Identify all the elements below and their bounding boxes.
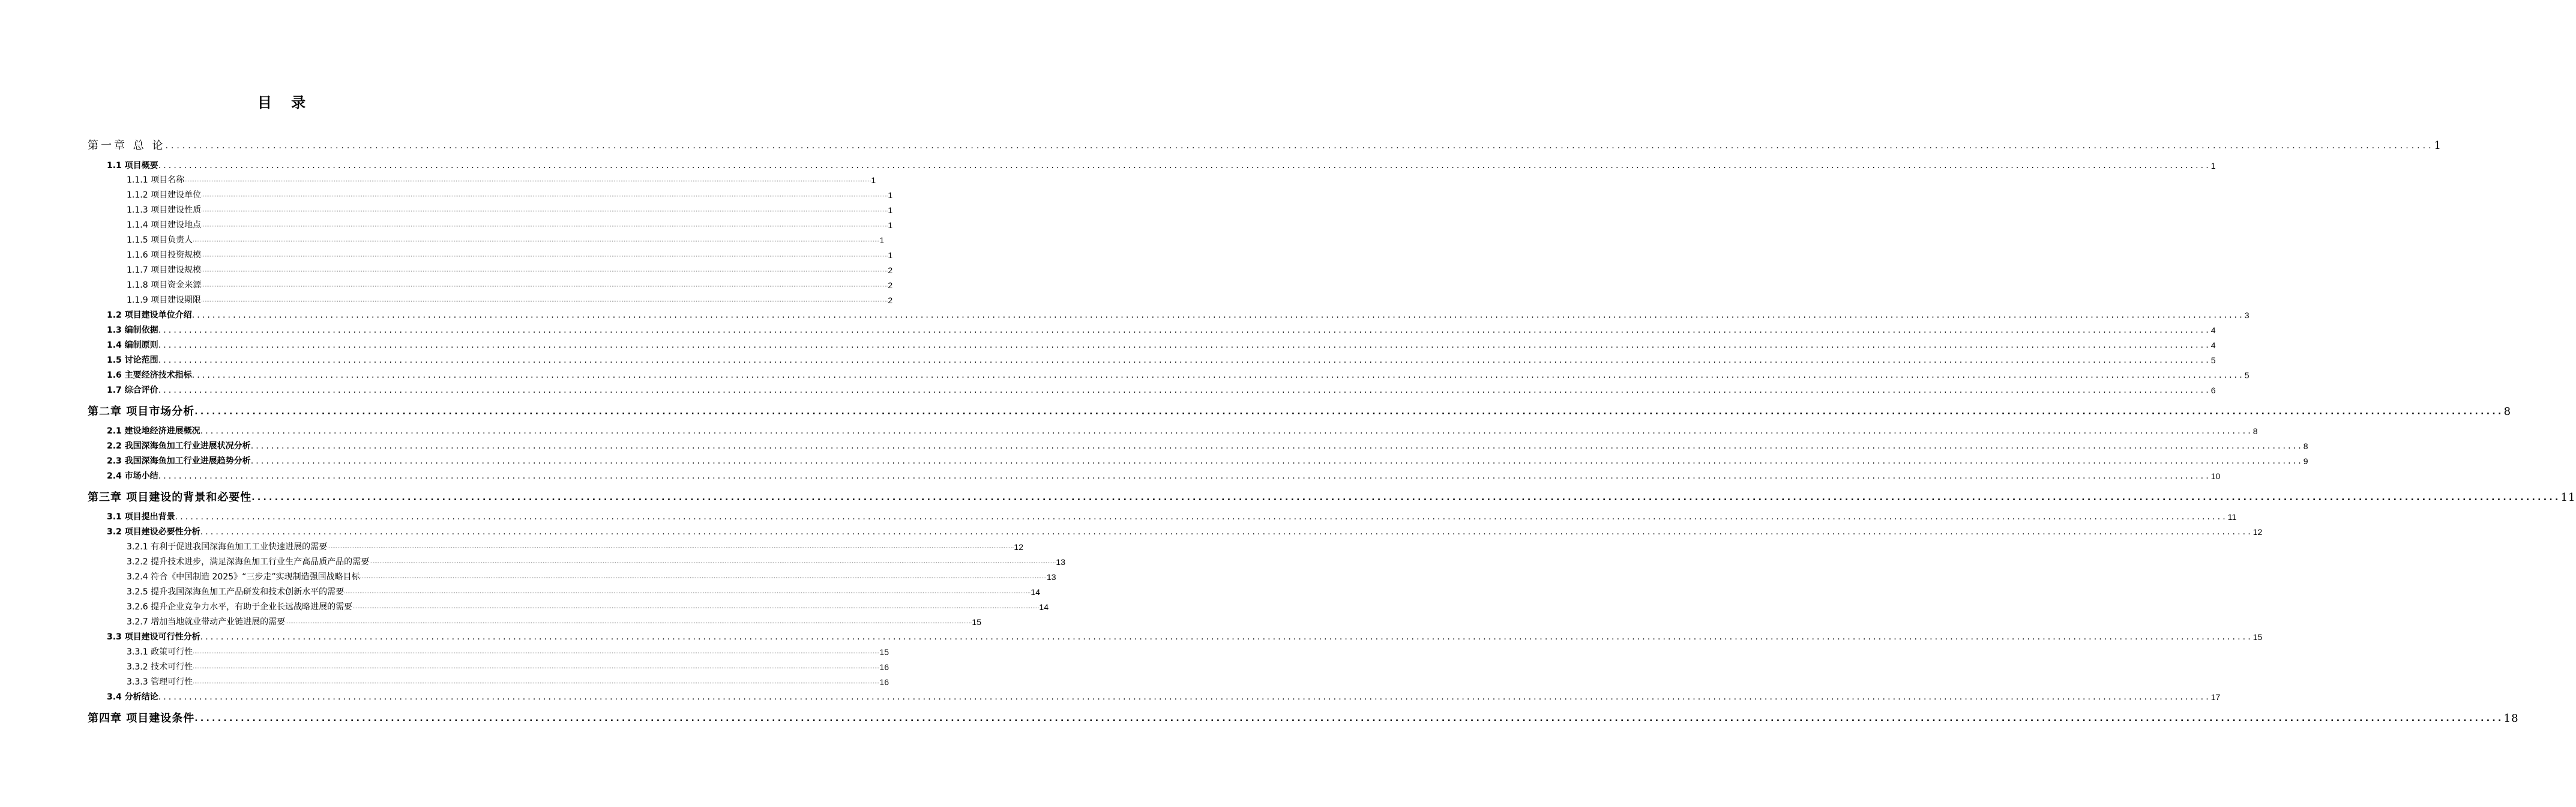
toc-dot-leader: ................................................................................................................................................................................................................................................................................................................................................................................................................ — [201, 252, 888, 258]
toc-entry-label: 第一章 总 论 — [88, 139, 166, 152]
toc-dot-leader: ................................................................................................................................................................................................................................................................................................................................................................................................................ — [165, 141, 2434, 151]
toc-subsection-entry[interactable] — [127, 174, 876, 187]
toc-dot-leader: ................................................................................................................................................................................................................................................................................................................................................................................................................ — [158, 385, 2211, 395]
toc-page-number: 17 — [2210, 692, 2221, 702]
toc-dot-leader: ................................................................................................................................................................................................................................................................................................................................................................................................................ — [352, 604, 1040, 610]
toc-dot-leader: ................................................................................................................................................................................................................................................................................................................................................................................................................ — [201, 297, 888, 303]
toc-entry-label: 1.3 编制依据 — [107, 325, 158, 335]
toc-dot-leader: ................................................................................................................................................................................................................................................................................................................................................................................................................ — [175, 512, 2228, 522]
toc-page-number: 10 — [2210, 471, 2221, 481]
toc-section-entry[interactable] — [107, 630, 2263, 644]
toc-subsection-entry[interactable] — [127, 204, 893, 217]
toc-page-number: 15 — [2252, 632, 2263, 642]
toc-dot-leader: ................................................................................................................................................................................................................................................................................................................................................................................................................ — [158, 471, 2211, 481]
toc-page-number: 12 — [2252, 527, 2263, 537]
toc-page-number: 1 — [2210, 161, 2216, 171]
toc-page-number: 1 — [888, 220, 893, 230]
toc-subsection-entry[interactable] — [127, 294, 893, 307]
toc-subsection-entry[interactable] — [127, 660, 889, 674]
toc-page-number: 4 — [2210, 325, 2216, 335]
toc-page-number: 14 — [1031, 587, 1040, 597]
toc-dot-leader: ................................................................................................................................................................................................................................................................................................................................................................................................................ — [250, 456, 2304, 466]
toc-entry-label: 第二章 项目市场分析 — [88, 405, 195, 418]
toc-dot-leader: ................................................................................................................................................................................................................................................................................................................................................................................................................ — [360, 574, 1047, 580]
toc-subsection-entry[interactable] — [127, 555, 1065, 569]
toc-dot-leader: ................................................................................................................................................................................................................................................................................................................................................................................................................ — [158, 355, 2211, 365]
toc-dot-leader: ................................................................................................................................................................................................................................................................................................................................................................................................................ — [201, 222, 888, 228]
toc-entry-label: 1.1.3 项目建设性质 — [127, 205, 202, 215]
toc-entry-label: 3.2.5 提升我国深海鱼加工产品研发和技术创新水平的需要 — [127, 587, 345, 597]
toc-subsection-entry[interactable] — [127, 264, 893, 277]
toc-subsection-entry[interactable] — [127, 189, 893, 202]
toc-page-number: 13 — [1047, 572, 1056, 582]
toc-subsection-entry[interactable] — [127, 615, 981, 629]
toc-entry-label: 1.1.2 项目建设单位 — [127, 190, 202, 200]
toc-subsection-entry[interactable] — [127, 570, 1056, 584]
toc-entry-label: 3.2 项目建设必要性分析 — [107, 527, 200, 537]
toc-entry-label: 1.1 项目概要 — [107, 161, 158, 171]
toc-entry-label: 第三章 项目建设的背景和必要性 — [88, 491, 252, 504]
toc-subsection-entry[interactable] — [127, 219, 893, 232]
toc-page-number: 2 — [888, 280, 893, 290]
toc-section-entry[interactable] — [107, 510, 2237, 524]
toc-page-number: 5 — [2210, 355, 2216, 365]
toc-page-number: 8 — [2252, 426, 2258, 436]
toc-page-number: 2 — [888, 265, 893, 275]
toc-dot-leader: ................................................................................................................................................................................................................................................................................................................................................................................................................ — [200, 632, 2253, 642]
toc-dot-leader: ................................................................................................................................................................................................................................................................................................................................................................................................................ — [327, 544, 1014, 550]
toc-page-number: 6 — [2210, 385, 2216, 395]
toc-section-entry[interactable] — [107, 691, 2221, 704]
toc-entry-label: 2.1 建设地经济进展概况 — [107, 426, 200, 436]
toc-dot-leader: ................................................................................................................................................................................................................................................................................................................................................................................................................ — [194, 714, 2504, 724]
toc-entry-label: 3.2.7 增加当地就业带动产业链进展的需要 — [127, 617, 286, 627]
toc-entry-label: 1.5 讨论范围 — [107, 355, 158, 365]
toc-entry-label: 1.1.5 项目负责人 — [127, 235, 193, 245]
toc-page-number: 1 — [879, 235, 885, 245]
toc-dot-leader: ................................................................................................................................................................................................................................................................................................................................................................................................................ — [251, 493, 2561, 503]
toc-dot-leader: ................................................................................................................................................................................................................................................................................................................................................................................................................ — [201, 192, 888, 198]
toc-entry-label: 3.4 分析结论 — [107, 692, 158, 702]
toc-page-number: 1 — [888, 190, 893, 200]
toc-page-number: 1 — [871, 175, 876, 185]
toc-entry-label: 1.1.7 项目建设规模 — [127, 265, 202, 275]
toc-entry-label: 1.1.1 项目名称 — [127, 175, 185, 185]
toc-entry-label: 1.2 项目建设单位介绍 — [107, 310, 192, 320]
toc-dot-leader: ................................................................................................................................................................................................................................................................................................................................................................................................................ — [201, 282, 888, 288]
toc-dot-leader: ................................................................................................................................................................................................................................................................................................................................................................................................................ — [194, 407, 2504, 417]
toc-page-number: 5 — [2244, 370, 2249, 380]
toc-subsection-entry[interactable] — [127, 249, 893, 262]
toc-dot-leader: ................................................................................................................................................................................................................................................................................................................................................................................................................ — [184, 177, 871, 183]
toc-section-entry[interactable] — [107, 339, 2216, 352]
toc-chapter-entry[interactable] — [88, 490, 2576, 506]
toc-subsection-entry[interactable] — [127, 585, 1040, 599]
toc-page-number: 16 — [879, 662, 889, 672]
toc-dot-leader: ................................................................................................................................................................................................................................................................................................................................................................................................................ — [193, 664, 880, 670]
toc-dot-leader: ................................................................................................................................................................................................................................................................................................................................................................................................................ — [193, 649, 880, 655]
toc-section-entry[interactable] — [107, 425, 2258, 438]
toc-dot-leader: ................................................................................................................................................................................................................................................................................................................................................................................................................ — [158, 325, 2211, 335]
toc-dot-leader: ................................................................................................................................................................................................................................................................................................................................................................................................................ — [158, 340, 2211, 350]
toc-chapter-entry[interactable] — [88, 138, 2443, 154]
toc-page-number: 16 — [879, 677, 889, 687]
toc-entry-label: 3.2.6 提升企业竞争力水平，有助于企业长远战略进展的需要 — [127, 602, 353, 612]
toc-entry-label: 2.4 市场小结 — [107, 471, 158, 481]
toc-page-number: 4 — [2210, 340, 2216, 350]
toc-page-number: 9 — [2303, 456, 2308, 466]
toc-entry-label: 3.1 项目提出背景 — [107, 512, 175, 522]
toc-entry-label: 第四章 项目建设条件 — [88, 712, 195, 725]
toc-entry-label: 3.3.3 管理可行性 — [127, 677, 193, 687]
toc-dot-leader: ................................................................................................................................................................................................................................................................................................................................................................................................................ — [200, 527, 2253, 537]
toc-page-number: 15 — [879, 647, 889, 657]
toc-dot-leader: ................................................................................................................................................................................................................................................................................................................................................................................................................ — [285, 619, 972, 625]
toc-section-entry[interactable] — [107, 470, 2221, 483]
toc-page-number: 15 — [972, 617, 981, 627]
toc-section-entry[interactable] — [107, 440, 2308, 453]
toc-page-number: 8 — [2303, 441, 2308, 451]
toc-dot-leader: ................................................................................................................................................................................................................................................................................................................................................................................................................ — [193, 237, 880, 243]
toc-section-entry[interactable] — [107, 324, 2216, 337]
toc-entry-label: 1.4 编制原则 — [107, 340, 158, 350]
toc-page-number: 2 — [888, 295, 893, 305]
toc-dot-leader: ................................................................................................................................................................................................................................................................................................................................................................................................................ — [191, 310, 2245, 320]
toc-entry-label: 1.6 主要经济技术指标 — [107, 370, 192, 380]
toc-page-number: 12 — [1014, 542, 1023, 552]
toc-page-number: 11 — [2560, 491, 2576, 504]
toc-chapter-entry[interactable] — [88, 711, 2519, 727]
toc-subsection-entry[interactable] — [127, 676, 889, 689]
toc-page-number: 8 — [2503, 405, 2512, 418]
toc-section-entry[interactable] — [107, 455, 2308, 468]
toc-subsection-entry[interactable] — [127, 540, 1023, 554]
toc-entry-label: 1.7 综合评价 — [107, 385, 158, 395]
toc-subsection-entry[interactable] — [127, 600, 1049, 614]
toc-entry-label: 3.3.2 技术可行性 — [127, 662, 193, 672]
toc-chapter-entry[interactable] — [88, 404, 2512, 420]
toc-section-entry[interactable] — [107, 354, 2216, 367]
toc-page-number: 13 — [1056, 557, 1065, 567]
toc-section-entry[interactable] — [107, 159, 2216, 172]
toc-section-entry[interactable] — [107, 384, 2216, 397]
toc-dot-leader: ................................................................................................................................................................................................................................................................................................................................................................................................................ — [201, 207, 888, 213]
toc-entry-label: 1.1.4 项目建设地点 — [127, 220, 202, 230]
toc-title: 目 录 — [257, 94, 313, 111]
toc-entry-label: 2.2 我国深海鱼加工行业进展状况分析 — [107, 441, 251, 451]
toc-entry-label: 1.1.6 项目投资规模 — [127, 250, 202, 260]
toc-subsection-entry[interactable] — [127, 234, 885, 247]
toc-entry-label: 2.3 我国深海鱼加工行业进展趋势分析 — [107, 456, 251, 466]
toc-dot-leader: ................................................................................................................................................................................................................................................................................................................................................................................................................ — [158, 692, 2211, 702]
toc-subsection-entry[interactable] — [127, 279, 893, 292]
toc-page-number: 14 — [1039, 602, 1049, 612]
toc-subsection-entry[interactable] — [127, 645, 889, 659]
toc-entry-label: 3.2.2 提升技术进步，满足深海鱼加工行业生产高品质产品的需要 — [127, 557, 370, 567]
toc-dot-leader: ................................................................................................................................................................................................................................................................................................................................................................................................................ — [158, 161, 2211, 171]
toc-section-entry[interactable] — [107, 309, 2249, 322]
toc-dot-leader: ................................................................................................................................................................................................................................................................................................................................................................................................................ — [191, 370, 2245, 380]
toc-section-entry[interactable] — [107, 525, 2263, 539]
toc-entry-label: 3.2.1 有利于促进我国深海鱼加工工业快速进展的需要 — [127, 542, 328, 552]
toc-dot-leader: ................................................................................................................................................................................................................................................................................................................................................................................................................ — [200, 426, 2253, 436]
toc-entry-label: 3.3.1 政策可行性 — [127, 647, 193, 657]
toc-dot-leader: ................................................................................................................................................................................................................................................................................................................................................................................................................ — [369, 559, 1056, 565]
toc-dot-leader: ................................................................................................................................................................................................................................................................................................................................................................................................................ — [250, 441, 2304, 451]
toc-entry-label: 3.3 项目建设可行性分析 — [107, 632, 200, 642]
toc-dot-leader: ................................................................................................................................................................................................................................................................................................................................................................................................................ — [201, 267, 888, 273]
toc-dot-leader: ................................................................................................................................................................................................................................................................................................................................................................................................................ — [344, 589, 1031, 595]
toc-entry-label: 3.2.4 符合《中国制造 2025》“三步走”实现制造强国战略目标 — [127, 572, 360, 582]
toc-page-number: 1 — [2434, 139, 2443, 152]
toc-page-number: 3 — [2244, 310, 2249, 320]
toc-page-number: 11 — [2227, 512, 2237, 522]
toc-page-number: 1 — [888, 250, 893, 260]
toc-entry-label: 1.1.8 项目资金来源 — [127, 280, 202, 290]
toc-page-number: 1 — [888, 205, 893, 215]
toc-section-entry[interactable] — [107, 369, 2249, 382]
toc-entry-label: 1.1.9 项目建设期限 — [127, 295, 202, 305]
toc-dot-leader: ................................................................................................................................................................................................................................................................................................................................................................................................................ — [193, 679, 880, 685]
toc-page-number: 18 — [2503, 712, 2519, 725]
